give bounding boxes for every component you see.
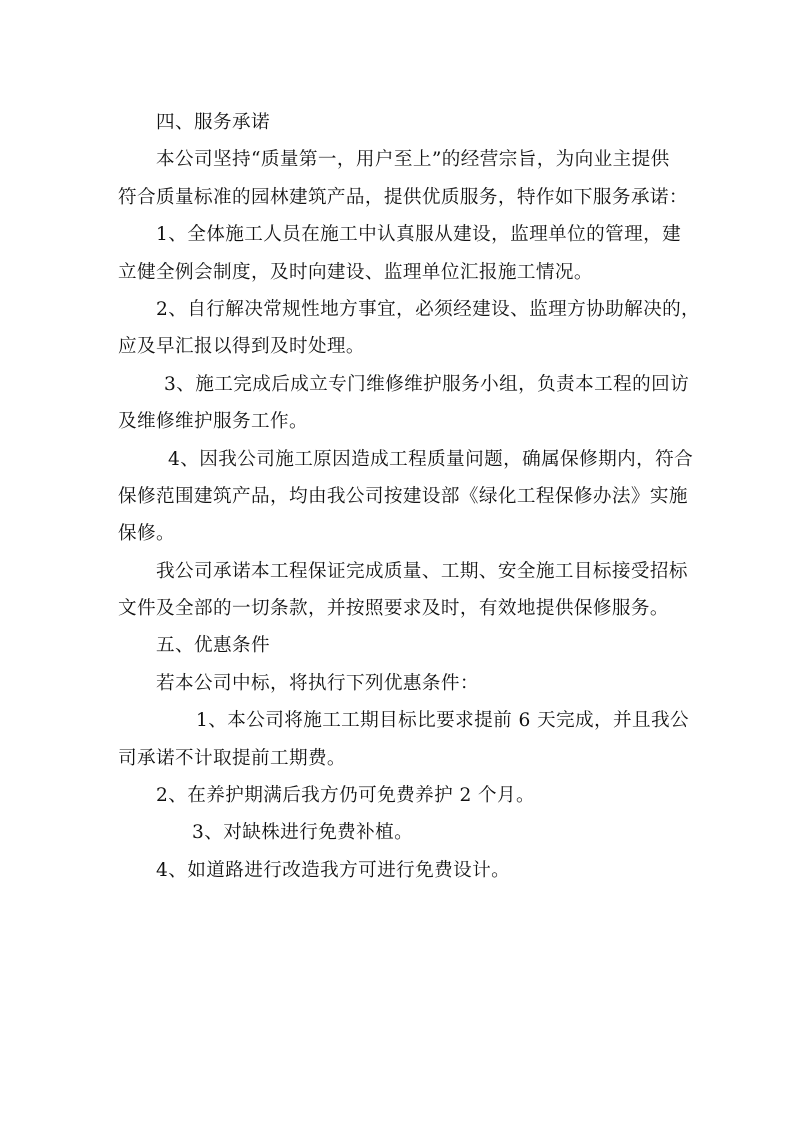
section-heading-service-commitment: 四、服务承诺 [156,112,270,133]
list-item-line: 立健全例会制度，及时向建设、监理单位汇报施工情况。 [118,261,593,283]
list-item-line: 应及早汇报以得到及时处理。 [118,336,365,358]
list-item-line: 1、本公司将施工工期目标比要求提前 6 天完成，并且我公 [196,710,689,732]
section-heading-preferential-terms: 五、优惠条件 [156,635,270,657]
list-item-line: 司承诺不计取提前工期费。 [118,747,346,769]
paragraph-line: 若本公司中标，将执行下列优惠条件： [156,672,479,694]
list-item-line: 3、对缺株进行免费补植。 [192,822,414,844]
list-item-line: 2、在养护期满后我方仍可免费养护 2 个月。 [156,785,535,807]
list-item-line: 1、全体施工人员在施工中认真服从建设，监理单位的管理，建 [156,224,682,246]
list-item-line: 4、因我公司施工原因造成工程质量问题，确属保修期内，符合 [168,448,694,470]
list-item-line: 2、自行解决常规性地方事宜，必须经建设、监理方协助解决的， [156,298,701,320]
list-item-line: 3、施工完成后成立专门维修维护服务小组，负责本工程的回访 [164,373,690,395]
paragraph-line: 文件及全部的一切条款，并按照要求及时，有效地提供保修服务。 [118,598,669,620]
list-item-line: 保修范围建筑产品，均由我公司按建设部《绿化工程保修办法》实施 [118,485,688,507]
paragraph-line: 我公司承诺本工程保证完成质量、工期、安全施工目标接受招标 [156,560,688,582]
paragraph-line: 符合质量标准的园林建筑产品，提供优质服务，特作如下服务承诺： [118,186,688,208]
document-body [118,104,701,889]
list-item-line: 保修。 [118,523,175,545]
list-item-line: 及维修维护服务工作。 [118,411,308,433]
paragraph-line: 本公司坚持“质量第一，用户至上”的经营宗旨，为向业主提供 [156,149,670,171]
list-item-line: 4、如道路进行改造我方可进行免费设计。 [156,859,511,881]
